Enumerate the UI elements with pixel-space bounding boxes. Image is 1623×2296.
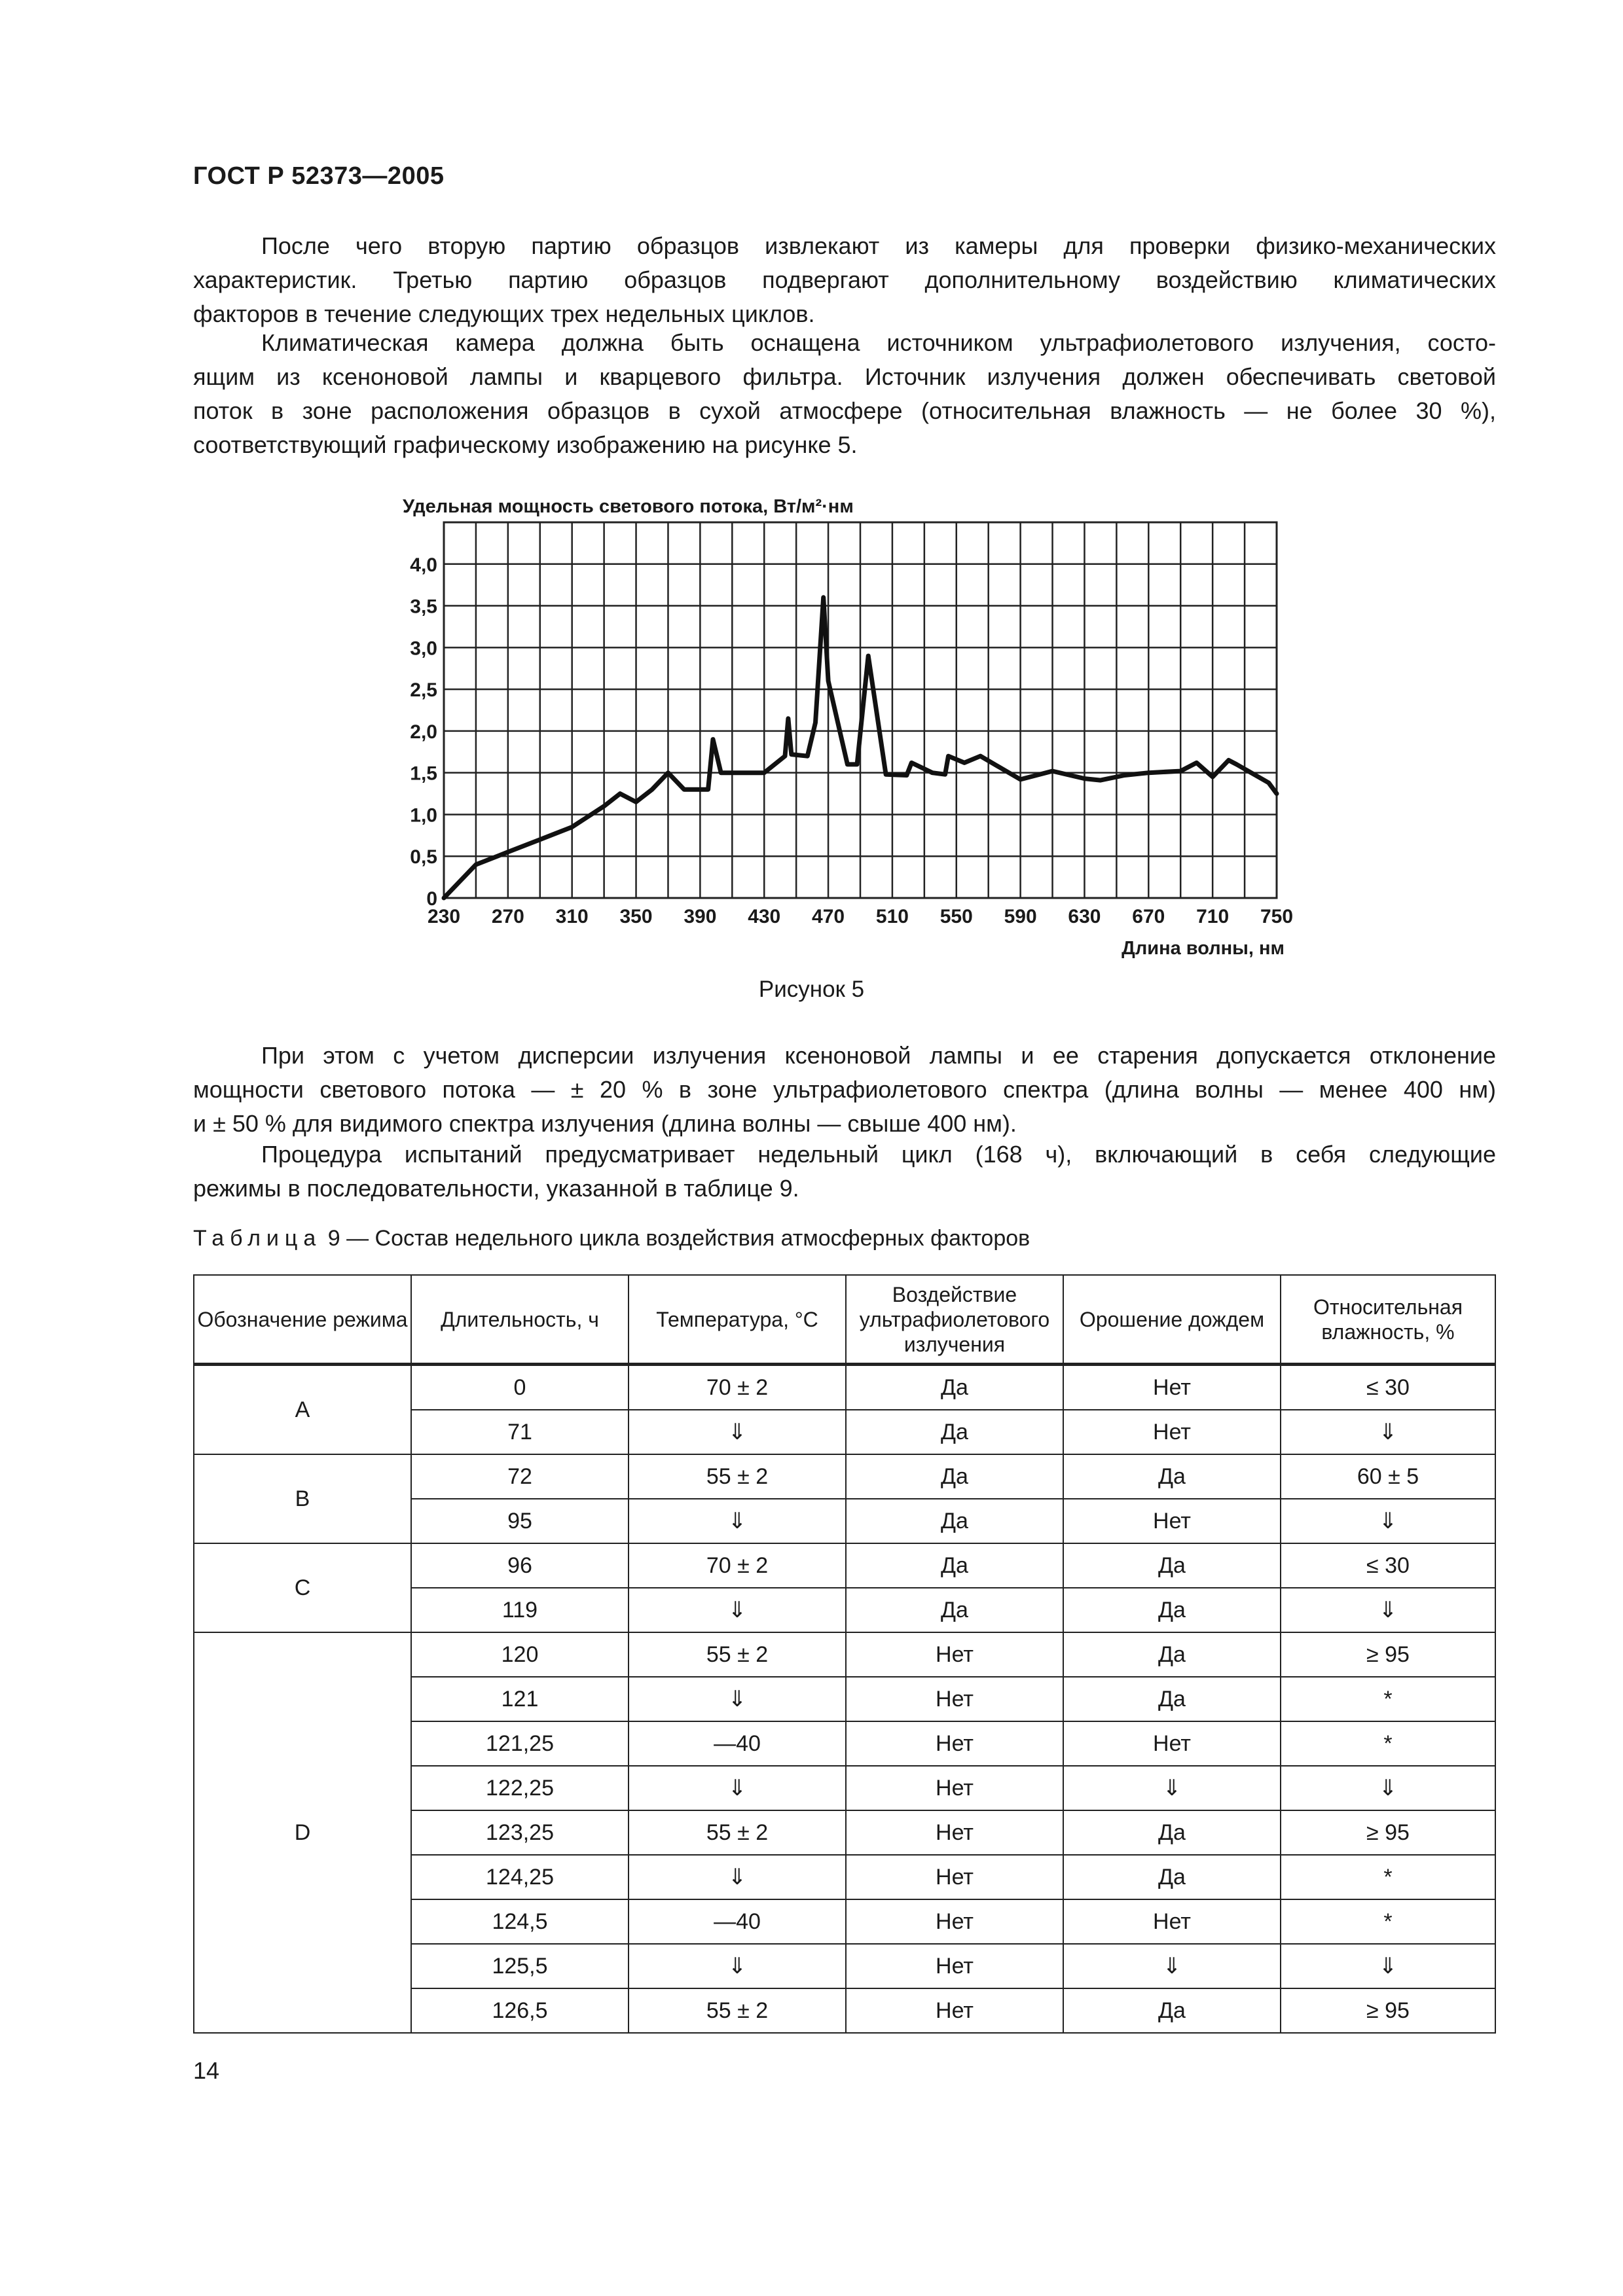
temperature-cell: —40	[629, 1899, 846, 1944]
header-mode: Обозначение режима	[194, 1275, 411, 1365]
duration-cell: 126,5	[411, 1988, 629, 2033]
data-point	[720, 772, 721, 774]
paragraph-line: факторов в течение следующих трех недельных циклов.	[193, 300, 815, 327]
duration-cell: 120	[411, 1632, 629, 1677]
duration-cell: 121,25	[411, 1721, 629, 1766]
paragraph-line: и ± 50 % для видимого спектра излучения (длина волны — свыше 400 нм).	[193, 1110, 1017, 1137]
x-tick-label: 350	[619, 906, 653, 927]
x-tick-label: 750	[1260, 906, 1294, 927]
uv-cell: Нет	[846, 1988, 1063, 2033]
data-point	[1236, 764, 1237, 765]
header-humidity: Относительная влажность, %	[1281, 1275, 1495, 1365]
paragraph-line: характеристик. Третью партию образцов подвергают дополнительному воздействию климатических	[193, 266, 1496, 293]
data-point	[684, 789, 685, 790]
spectrum-chart	[0, 0, 1623, 969]
table-9	[193, 1274, 1496, 2034]
data-point	[788, 718, 789, 719]
data-point	[475, 864, 477, 865]
data-point	[1052, 770, 1053, 772]
temperature-cell: 55 ± 2	[629, 1988, 846, 2033]
duration-cell: 123,25	[411, 1810, 629, 1855]
humidity-cell: ⇓	[1281, 1588, 1495, 1632]
rain-cell: Нет	[1063, 1721, 1281, 1766]
table-caption-prefix: Таблица	[193, 1226, 322, 1251]
rain-cell: ⇓	[1063, 1766, 1281, 1810]
data-point	[712, 739, 714, 740]
uv-cell: Да	[846, 1543, 1063, 1588]
temperature-cell: ⇓	[629, 1410, 846, 1454]
humidity-cell: *	[1281, 1855, 1495, 1899]
temperature-cell: 55 ± 2	[629, 1454, 846, 1499]
data-point	[791, 754, 792, 755]
mode-cell: C	[194, 1543, 411, 1632]
table-row	[194, 1543, 1495, 1588]
uv-cell: Нет	[846, 1944, 1063, 1988]
rain-cell: Да	[1063, 1677, 1281, 1721]
x-axis-label: Длина волны, нм	[1122, 938, 1285, 959]
y-tick-label: 3,5	[410, 596, 437, 618]
data-point	[507, 852, 509, 853]
paragraph-line: Процедура испытаний предусматривает недельный цикл (168 ч), включающий в себя следующие	[261, 1141, 1496, 1168]
humidity-cell: ≥ 95	[1281, 1988, 1495, 2033]
header-temperature: Температура, °С	[629, 1275, 846, 1365]
x-tick-label: 310	[555, 906, 589, 927]
uv-cell: Да	[846, 1365, 1063, 1410]
temperature-cell: ⇓	[629, 1766, 846, 1810]
duration-cell: 96	[411, 1543, 629, 1588]
data-point	[856, 764, 858, 765]
humidity-cell: ⇓	[1281, 1499, 1495, 1543]
data-point	[1124, 774, 1125, 776]
duration-cell: 121	[411, 1677, 629, 1721]
data-point	[784, 755, 786, 757]
duration-cell: 119	[411, 1588, 629, 1632]
uv-cell: Нет	[846, 1899, 1063, 1944]
uv-cell: Нет	[846, 1810, 1063, 1855]
duration-cell: 0	[411, 1365, 629, 1410]
data-point	[667, 772, 668, 774]
duration-cell: 122,25	[411, 1766, 629, 1810]
data-point	[867, 655, 869, 656]
data-point	[815, 722, 816, 723]
data-point	[1228, 760, 1230, 761]
rain-cell: Да	[1063, 1543, 1281, 1588]
y-tick-label: 1,0	[410, 804, 437, 827]
paragraph-line: соответствующий графическому изображению на рисунке 5.	[193, 431, 858, 458]
rain-cell: Нет	[1063, 1410, 1281, 1454]
uv-cell: Нет	[846, 1766, 1063, 1810]
rain-cell: Нет	[1063, 1899, 1281, 1944]
paragraph-line: поток в зоне расположения образцов в сухой атмосфере (относительная влажность — не более 30 %),	[193, 397, 1496, 424]
data-point	[1212, 776, 1213, 778]
duration-cell: 95	[411, 1499, 629, 1543]
humidity-cell: 60 ± 5	[1281, 1454, 1495, 1499]
data-point	[1020, 779, 1021, 780]
data-point	[847, 764, 848, 765]
temperature-cell: ⇓	[629, 1677, 846, 1721]
data-point	[906, 774, 907, 776]
data-point	[828, 680, 829, 681]
data-point	[823, 597, 824, 598]
temperature-cell: 55 ± 2	[629, 1632, 846, 1677]
data-point	[1268, 782, 1269, 783]
data-point	[885, 774, 886, 775]
uv-cell: Нет	[846, 1677, 1063, 1721]
y-tick-label: 2,5	[410, 679, 437, 702]
header-rain: Орошение дождем	[1063, 1275, 1281, 1365]
data-point	[708, 789, 709, 790]
document-header: ГОСТ Р 52373—2005	[193, 162, 445, 190]
paragraph-line: мощности светового потока — ± 20 % в зоне ультрафиолетового спектра (длина волны — менее 400 нм)	[193, 1076, 1496, 1103]
y-axis-label: Удельная мощность светового потока, Вт/м²·нм	[403, 496, 854, 517]
figure-caption: Рисунок 5	[758, 977, 865, 1002]
humidity-cell: ≤ 30	[1281, 1543, 1495, 1588]
temperature-cell: ⇓	[629, 1588, 846, 1632]
temperature-cell: —40	[629, 1721, 846, 1766]
temperature-cell: ⇓	[629, 1944, 846, 1988]
data-point	[443, 897, 445, 899]
x-tick-label: 430	[748, 906, 781, 927]
table-row	[194, 1632, 1495, 1677]
table-row	[194, 1454, 1495, 1499]
rain-cell: Нет	[1063, 1365, 1281, 1410]
humidity-cell: ⇓	[1281, 1410, 1495, 1454]
paragraph-line: После чего вторую партию образцов извлекают из камеры для проверки физико-механических	[261, 232, 1496, 259]
page-number: 14	[193, 2057, 220, 2084]
x-tick-label: 510	[875, 906, 909, 927]
y-tick-label: 3,0	[410, 637, 437, 660]
rain-cell: Да	[1063, 1855, 1281, 1899]
y-tick-label: 0,5	[410, 846, 437, 869]
paragraph-line: При этом с учетом дисперсии излучения ксеноновой лампы и ее старения допускается отклонение	[261, 1042, 1496, 1069]
rain-cell: Да	[1063, 1988, 1281, 2033]
uv-cell: Да	[846, 1588, 1063, 1632]
rain-cell: Да	[1063, 1810, 1281, 1855]
data-point	[911, 762, 912, 763]
rain-cell: Нет	[1063, 1499, 1281, 1543]
paragraph-line: ящим из ксеноновой лампы и кварцевого фильтра. Источник излучения должен обеспечивать световой	[193, 363, 1496, 390]
uv-cell: Да	[846, 1410, 1063, 1454]
duration-cell: 71	[411, 1410, 629, 1454]
x-tick-label: 630	[1068, 906, 1101, 927]
data-point	[948, 755, 949, 757]
duration-cell: 124,25	[411, 1855, 629, 1899]
table-row	[194, 1365, 1495, 1410]
data-point	[619, 793, 621, 795]
data-point	[932, 772, 933, 774]
data-point	[1148, 772, 1149, 774]
humidity-cell: *	[1281, 1677, 1495, 1721]
duration-cell: 124,5	[411, 1899, 629, 1944]
header-uv: Воздействие ультрафиолетового излучения	[846, 1275, 1063, 1365]
data-point	[636, 801, 637, 802]
uv-cell: Нет	[846, 1721, 1063, 1766]
duration-cell: 72	[411, 1454, 629, 1499]
header-duration: Длительность, ч	[411, 1275, 629, 1365]
temperature-cell: 70 ± 2	[629, 1543, 846, 1588]
temperature-cell: ⇓	[629, 1855, 846, 1899]
temperature-cell: 70 ± 2	[629, 1365, 846, 1410]
x-tick-label: 390	[684, 906, 717, 927]
data-point	[807, 755, 808, 757]
uv-cell: Нет	[846, 1855, 1063, 1899]
x-tick-label: 670	[1132, 906, 1165, 927]
uv-cell: Да	[846, 1454, 1063, 1499]
data-point	[945, 774, 946, 775]
rain-cell: Да	[1063, 1632, 1281, 1677]
temperature-cell: ⇓	[629, 1499, 846, 1543]
paragraph-line: режимы в последовательности, указанной в таблице 9.	[193, 1175, 799, 1202]
x-tick-label: 590	[1004, 906, 1037, 927]
data-point	[1100, 780, 1101, 781]
paragraph-3	[193, 1039, 1496, 1141]
rain-cell: Да	[1063, 1454, 1281, 1499]
rain-cell: Да	[1063, 1588, 1281, 1632]
data-point	[651, 789, 653, 790]
y-tick-label: 0	[426, 888, 437, 910]
y-tick-label: 2,0	[410, 721, 437, 743]
table-caption	[193, 1226, 1030, 1251]
data-point	[1180, 770, 1181, 772]
data-point	[1196, 762, 1197, 763]
duration-cell: 125,5	[411, 1944, 629, 1988]
humidity-cell: *	[1281, 1721, 1495, 1766]
data-point	[539, 839, 541, 840]
data-point	[964, 762, 965, 763]
x-tick-label: 270	[491, 906, 524, 927]
y-tick-label: 1,5	[410, 762, 437, 785]
humidity-cell: ⇓	[1281, 1766, 1495, 1810]
data-point	[979, 755, 981, 757]
data-point	[1084, 778, 1085, 780]
rain-cell: ⇓	[1063, 1944, 1281, 1988]
mode-cell: D	[194, 1632, 411, 2033]
data-point	[572, 827, 573, 828]
data-point	[1276, 793, 1277, 795]
mode-cell: A	[194, 1365, 411, 1455]
mode-cell: B	[194, 1454, 411, 1543]
table-header-row	[194, 1275, 1495, 1365]
humidity-cell: ⇓	[1281, 1944, 1495, 1988]
paragraph-4	[193, 1138, 1496, 1206]
uv-cell: Нет	[846, 1632, 1063, 1677]
data-point	[604, 806, 605, 807]
x-tick-label: 230	[427, 906, 461, 927]
humidity-cell: *	[1281, 1899, 1495, 1944]
x-tick-label: 710	[1196, 906, 1230, 927]
humidity-cell: ≤ 30	[1281, 1365, 1495, 1410]
x-tick-label: 550	[939, 906, 973, 927]
x-tick-label: 470	[812, 906, 845, 927]
uv-cell: Да	[846, 1499, 1063, 1543]
humidity-cell: ≥ 95	[1281, 1810, 1495, 1855]
table-caption-text: 9 — Состав недельного цикла воздействия атмосферных факторов	[321, 1226, 1030, 1251]
humidity-cell: ≥ 95	[1281, 1632, 1495, 1677]
data-point	[763, 772, 765, 774]
temperature-cell: 55 ± 2	[629, 1810, 846, 1855]
y-tick-label: 4,0	[410, 554, 437, 576]
paragraph-line: Климатическая камера должна быть оснащена источником ультрафиолетового излучения, состо-	[261, 329, 1496, 356]
